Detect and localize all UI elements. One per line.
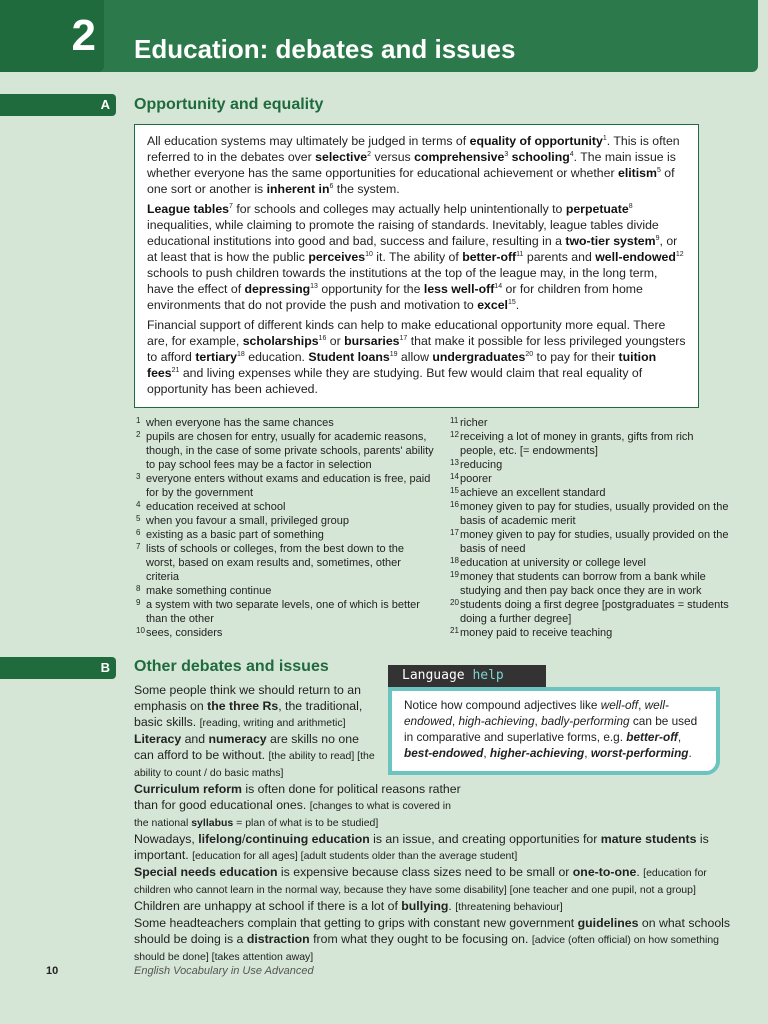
definition-item: 2 pupils are chosen for entry, usually for academic reasons, though, in the case of some private schools, parents' ability to pay school fees may be a factor in selection — [136, 430, 434, 471]
paragraph-3: Financial support of different kinds can help to make educational opportunity more equal. There are, for example, scholarships$^{16}$ or bursaries$^{17}$ that make it possible for less privileged youngsters to afford tertiary$^{18}$ education. Student loans$^{19}$ allow undergraduates$^{20}$ to pay for their tuition fees$^{21}$ and living expenses while they are studying. But few would claim that real equality of opportunity has been achieved. — [147, 318, 686, 396]
section-b-body: Some people think we should return to an emphasis on the three Rs, the traditional, basic skills. [reading, writing and arithmetic] Literacy and numeracy are skills no one can afford to be without. [the ability to read] [the ability to count / do basic maths] Curriculum reform is often done for political reasons rather than for good educational ones. [changes to what is covered in the national syllabus = plan of what is to be studied] Nowadays, lifelong/continuing education is an issue, and creating opportunities for mature students is important. [education for all ages] [adult students older than the average student] Special needs education is expensive because class sizes need to be small or one-to-one. [education for children who cannot learn in the normal way, because they have some disability] [one teacher and one pupil, not a group] Children are unhappy at school if there is a lot of bullying. [threatening behaviour] Some headteachers complain that getting to grips with constant new government guidelines on what schools should be doing is a distraction from what they ought to be focusing on. [advice (often official) on how something should be done] [takes attention away] — [134, 683, 731, 963]
definition-item: 14 poorer — [450, 472, 492, 485]
definition-item: 15 achieve an excellent standard — [450, 486, 606, 499]
language-help-tab: Language help — [388, 665, 546, 687]
unit-number: 2 — [0, 0, 104, 72]
unit-title: Education: debates and issues — [134, 34, 516, 64]
page-number: 10 — [46, 965, 59, 977]
definition-item: 19 money that students can borrow from a bank while studying and then pay back once they are in work — [450, 570, 706, 597]
definition-item: 20 students doing a first degree [postgraduates = students doing a further degree] — [450, 598, 729, 625]
book-title: English Vocabulary in Use Advanced — [134, 965, 314, 977]
paragraph-2: League tables$^7$ for schools and colleges may actually help unintentionally to perpetuate$^8$ inequalities, while claiming to promote the raising of standards. Inevitably, league tables divide educational institutions into good and bad, success and failure, resulting in a two-tier system$^9$, or at least that is how the public perceives$^{10}$ it. The ability of better-off$^{11}$ parents and well-endowed$^{12}$ schools to push children towards the institutions at the top of the league may, in the long term, have the effect of depressing$^{13}$ opportunity for the less well-off$^{14}$ or for children from home environments that do not provide the push and motivation to excel$^{15}$. — [147, 202, 684, 312]
definition-item: 7 lists of schools or colleges, from the best down to the worst, based on exam results and, sometimes, other criteria — [136, 542, 405, 583]
main-text-box — [134, 124, 699, 408]
definition-item: 12 receiving a lot of money in grants, gifts from rich people, etc. [= endowments] — [450, 430, 694, 457]
definition-item: 5 when you favour a small, privileged group — [136, 514, 350, 527]
definition-item: 6 existing as a basic part of something — [136, 528, 324, 541]
section-a-title: Opportunity and equality — [134, 96, 324, 113]
section-a-tab: A — [0, 94, 116, 116]
definition-item: 18 education at university or college level — [450, 556, 646, 569]
definition-item: 21 money paid to receive teaching — [450, 626, 613, 639]
definition-item: 10 sees, considers — [136, 626, 223, 639]
section-b-tab: B — [0, 657, 116, 679]
definition-item: 13 reducing — [450, 458, 503, 471]
definition-item: 1 when everyone has the same chances — [136, 416, 334, 429]
definitions-right — [450, 416, 730, 640]
definition-item: 16 money given to pay for studies, usually provided on the basis of academic merit — [450, 500, 729, 527]
definition-item: 11 richer — [450, 416, 488, 429]
definition-item: 8 make something continue — [136, 584, 272, 597]
definition-item: 17 money given to pay for studies, usually provided on the basis of need — [450, 528, 729, 555]
language-help-box: Notice how compound adjectives like well-off, well-endowed, high-achieving, badly-performing can be used in comparative and superlative forms, e.g. better-off, best-endowed, higher-achieving, worst-performing. — [388, 687, 720, 775]
paragraph-1: All education systems may ultimately be judged in terms of equality of opportunity$^1$. This is often referred to in the debates over selective$^2$ versus comprehensive$^3$ schooling$^4$. The main issue is whether everyone has the same opportunities for educational achievement or whether elitism$^5$ of one sort or another is inherent $in^6$ the system. — [147, 134, 680, 196]
definition-item: 4 education received at school — [136, 500, 286, 513]
definition-item: 9 a system with two separate levels, one of which is better than the other — [136, 598, 420, 625]
definition-item: 3 everyone enters without exams and education is free, paid for by the government — [136, 472, 431, 499]
definitions-left — [136, 416, 436, 640]
section-b-title: Other debates and issues — [134, 658, 329, 675]
